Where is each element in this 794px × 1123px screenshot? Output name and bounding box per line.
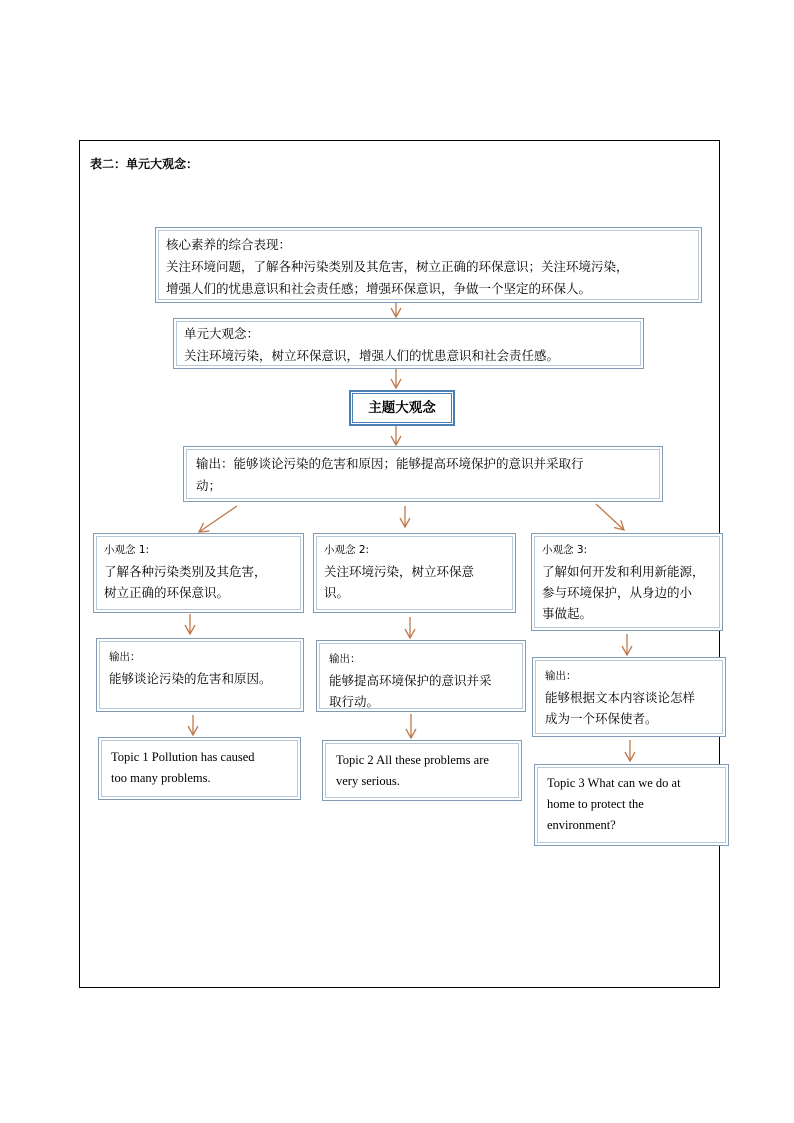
sub-idea-3-output-line: 成为一个环保使者。: [545, 711, 658, 726]
sub-idea-3-label: 小观念 3:: [542, 544, 588, 556]
sub-idea-3-line: 参与环境保护，从身边的小: [542, 585, 693, 600]
sub-idea-1-line: 了解各种污染类别及其危害，: [104, 564, 267, 579]
arrow-output-to-idea-1: [199, 506, 237, 532]
unit-big-idea-text: 关注环境污染，树立环保意识，增强人们的忧患意识和社会责任感。: [184, 348, 560, 363]
sub-idea-2-line: 识。: [324, 585, 350, 600]
sub-idea-3-line: 事做起。: [542, 606, 593, 621]
topic-3-line: Topic 3 What can we do at: [547, 776, 681, 790]
sub-idea-1-line: 树立正确的环保意识。: [104, 585, 230, 600]
topic-2-line: Topic 2 All these problems are: [336, 753, 489, 767]
topic-2-line: very serious.: [336, 774, 400, 788]
sub-idea-2-output-line: 取行动。: [329, 694, 380, 709]
sub-idea-1-label: 小观念 1:: [104, 544, 150, 556]
theme-big-idea-box: 主题大观念: [349, 390, 455, 426]
core-literacy-line: 关注环境问题，了解各种污染类别及其危害，树立正确的环保意识；关注环境污染，: [166, 259, 629, 274]
theme-output-line: 输出：能够谈论污染的危害和原因；能够提高环境保护的意识并采取行: [196, 456, 584, 471]
sub-idea-2-output-label: 输出：: [329, 653, 361, 665]
theme-output-line: 动；: [196, 478, 222, 493]
core-literacy-line: 增强人们的忧患意识和社会责任感；增强环保意识，争做一个坚定的环保人。: [166, 281, 592, 296]
topic-3-line: home to protect the: [547, 797, 644, 811]
sub-idea-2-output-line: 能够提高环境保护的意识并采: [329, 673, 492, 688]
arrow-output-to-idea-3: [596, 504, 624, 530]
sub-idea-1-output-label: 输出：: [109, 651, 141, 663]
topic-1-line: Topic 1 Pollution has caused: [111, 750, 255, 764]
sub-idea-3-output-label: 输出：: [545, 670, 577, 682]
topic-3-line: environment?: [547, 818, 616, 832]
table-title: 表二：单元大观念：: [90, 157, 199, 171]
unit-big-idea-heading: 单元大观念：: [184, 326, 260, 341]
topic-1-line: too many problems.: [111, 771, 211, 785]
sub-idea-3-line: 了解如何开发和利用新能源，: [542, 564, 705, 579]
sub-idea-1-output-line: 能够谈论污染的危害和原因。: [109, 671, 272, 686]
sub-idea-2-label: 小观念 2:: [324, 544, 370, 556]
core-literacy-heading: 核心素养的综合表现：: [166, 237, 292, 252]
sub-idea-3-output-line: 能够根据文本内容谈论怎样: [545, 690, 696, 705]
sub-idea-2-line: 关注环境污染，树立环保意: [324, 564, 475, 579]
